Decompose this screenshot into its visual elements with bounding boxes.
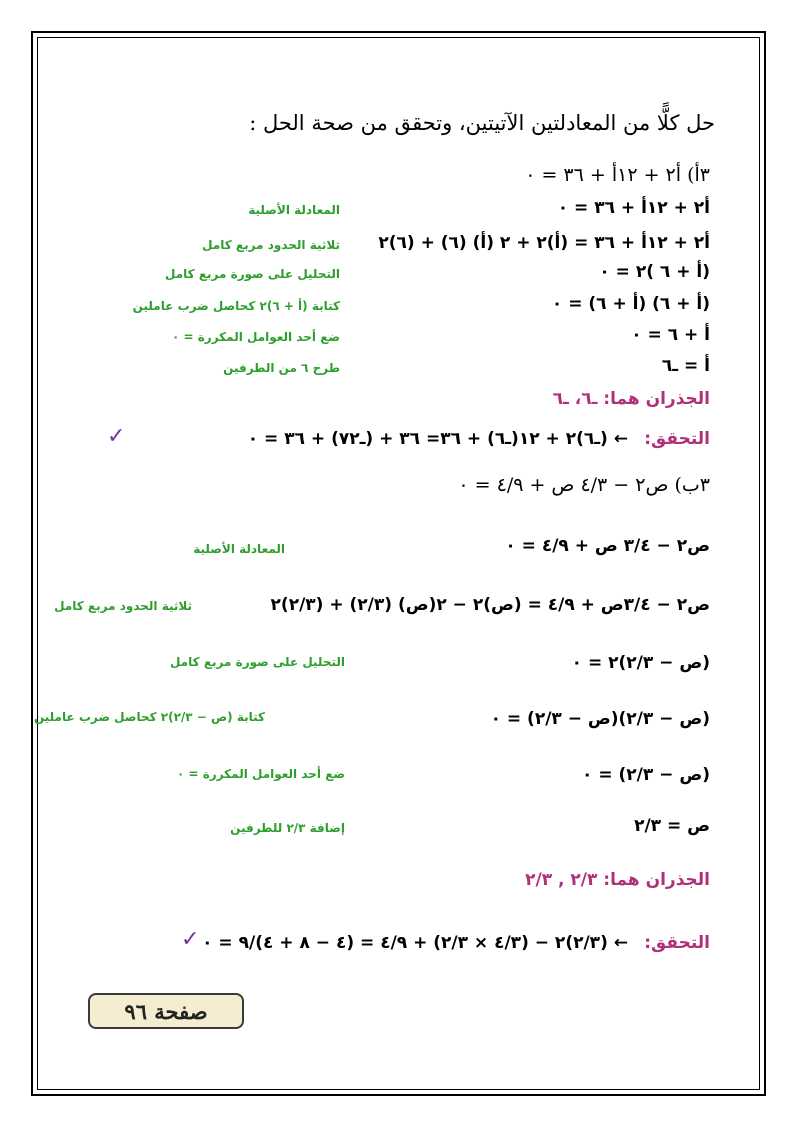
problem-b: ٣ب) ص٢ − ٤/٣ ص + ٤/٩ = ٠ bbox=[458, 474, 710, 496]
check-mark-b-icon: ✓ bbox=[181, 927, 200, 952]
step-a5-note: ضع أحد العوامل المكررة = ٠ bbox=[171, 330, 340, 344]
step-b1-note: المعادلة الأصلية bbox=[193, 542, 285, 556]
check-b-expression: ← (٢/٣)٢ − (٤/٣ × ٢/٣) + ٤/٩ = (٤ − ٨ + ٤)/٩ = ٠ bbox=[202, 933, 628, 953]
step-a4-equation: (أ + ٦) (أ + ٦) = ٠ bbox=[551, 294, 710, 314]
check-a-expression: ← (ـ٦)٢ + ١٢(ـ٦) + ٣٦= ٣٦ + (ـ٧٢) + ٣٦ = ٠ bbox=[247, 429, 628, 449]
step-b4-note: كتابة (ص − ٢/٣)٢ كحاصل ضرب عاملين bbox=[33, 710, 265, 724]
step-a6-equation: أ = ـ٦ bbox=[661, 356, 710, 376]
step-a1-equation: أ٢ + ١٢أ + ٣٦ = ٠ bbox=[557, 198, 710, 218]
step-a2-equation: أ٢ + ١٢أ + ٣٦ = (أ)٢ + ٢ (أ) (٦) + (٦)٢ bbox=[378, 233, 710, 253]
check-a-label: التحقق: bbox=[644, 429, 710, 449]
problem-a: ٣أ) أ٢ + ١٢أ + ٣٦ = ٠ bbox=[525, 164, 710, 186]
step-a2-note: ثلاثية الحدود مربع كامل bbox=[202, 238, 340, 252]
step-a5-equation: أ + ٦ = ٠ bbox=[631, 325, 710, 345]
roots-a: الجذران هما: ـ٦، ـ٦ bbox=[552, 389, 710, 409]
step-a3-note: التحليل على صورة مربع كامل bbox=[165, 267, 340, 281]
step-b5-equation: (ص − ٢/٣) = ٠ bbox=[582, 765, 710, 785]
step-b2-note: ثلاثية الحدود مربع كامل bbox=[54, 599, 192, 613]
step-b2-equation: ص٢ − ٣/٤ص + ٤/٩ = (ص)٢ − ٢(ص) (٢/٣) + (٢/٣)٢ bbox=[270, 595, 710, 615]
step-b4-equation: (ص − ٢/٣)(ص − ٢/٣) = ٠ bbox=[490, 709, 710, 729]
check-mark-a-icon: ✓ bbox=[107, 424, 126, 449]
step-b6-equation: ص = ٢/٣ bbox=[634, 816, 710, 836]
step-a3-equation: (أ + ٦ )٢ = ٠ bbox=[599, 262, 710, 282]
roots-b: الجذران هما: ٢/٣ , ٢/٣ bbox=[525, 870, 710, 890]
step-b1-equation: ص٢ − ٣/٤ ص + ٤/٩ = ٠ bbox=[505, 536, 710, 556]
step-b3-note: التحليل على صورة مربع كامل bbox=[170, 655, 345, 669]
exercise-title: حل كلًّا من المعادلتين الآتيتين، وتحقق من صحة الحل : bbox=[249, 111, 715, 135]
page-number-badge: صفحة ٩٦ bbox=[88, 993, 244, 1029]
step-b3-equation: (ص − ٢/٣)٢ = ٠ bbox=[571, 653, 710, 673]
step-a4-note: كتابة (أ + ٦)٢ كحاصل ضرب عاملين bbox=[132, 299, 340, 313]
step-b6-note: إضافة ٢/٣ للطرفين bbox=[230, 821, 345, 835]
step-a6-note: طرح ٦ من الطرفين bbox=[223, 361, 340, 375]
step-a1-note: المعادلة الأصلية bbox=[248, 203, 340, 217]
check-b-label: التحقق: bbox=[644, 933, 710, 953]
step-b5-note: ضع أحد العوامل المكررة = ٠ bbox=[176, 767, 345, 781]
